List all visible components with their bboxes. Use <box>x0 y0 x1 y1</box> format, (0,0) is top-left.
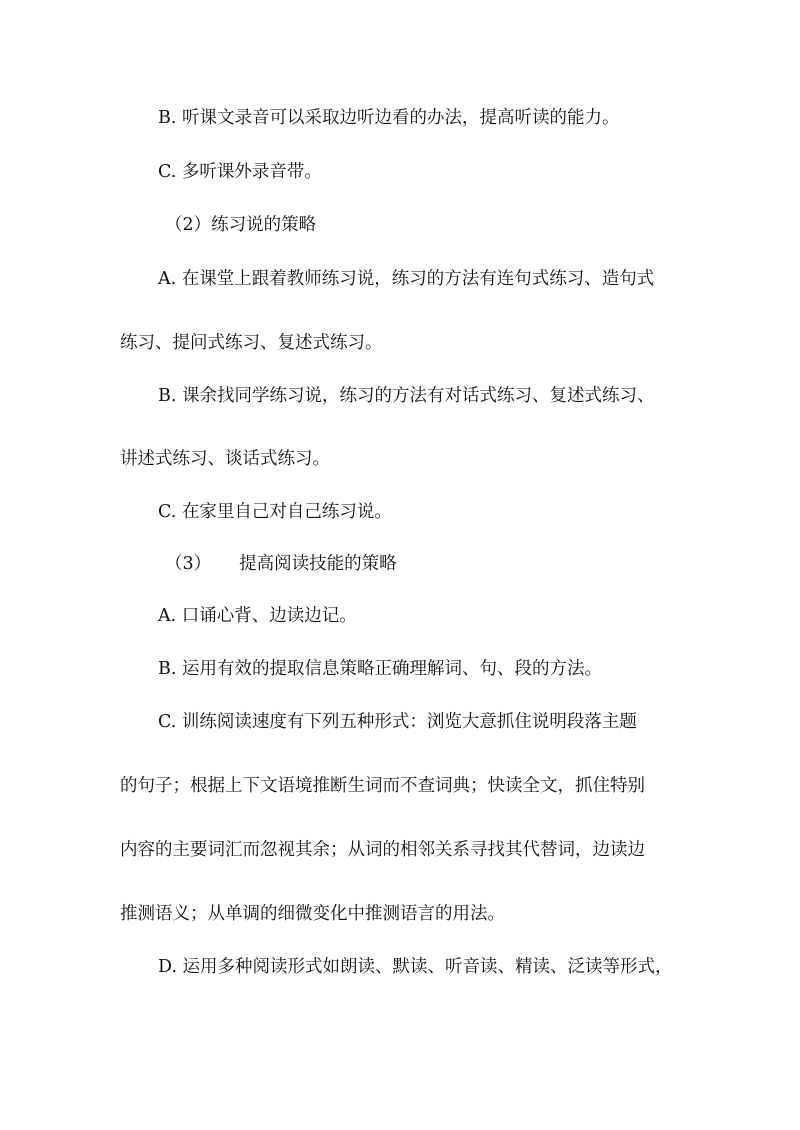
paragraph-line: D. 运用多种阅读形式如朗读、默读、听音读、精读、泛读等形式， <box>158 957 673 977</box>
paragraph-line: B. 课余找同学练习说，练习的方法有对话式练习、复述式练习、 <box>158 386 655 406</box>
paragraph-line: 练习、提问式练习、复述式练习。 <box>120 333 383 353</box>
paragraph-line: 的句子；根据上下文语境推断生词而不查词典；快读全文，抓住特别 <box>120 776 645 796</box>
paragraph-line: C. 多听课外录音带。 <box>158 162 322 182</box>
section-heading: （2）练习说的策略 <box>165 215 317 235</box>
section-title: 提高阅读技能的策略 <box>239 554 397 574</box>
paragraph-line: B. 运用有效的提取信息策略正确理解词、句、段的方法。 <box>158 659 602 679</box>
paragraph-line: 内容的主要词汇而忽视其余；从词的相邻关系寻找其代替词，边读边 <box>120 840 645 860</box>
paragraph-line: C. 在家里自己对自己练习说。 <box>158 502 392 522</box>
paragraph-line: 推测语义；从单调的细微变化中推测语言的用法。 <box>120 904 505 924</box>
paragraph-line: A. 在课堂上跟着教师练习说，练习的方法有连句式练习、造句式 <box>158 269 655 289</box>
paragraph-line: B. 听课文录音可以采取边听边看的办法，提高听读的能力。 <box>158 108 620 128</box>
paragraph-line: C. 训练阅读速度有下列五种形式：浏览大意抓住说明段落主题 <box>158 712 637 732</box>
paragraph-line: A. 口诵心背、边读边记。 <box>158 606 357 626</box>
paragraph-line: 讲述式练习、谈话式练习。 <box>120 449 330 469</box>
section-heading <box>165 552 397 576</box>
section-number: （3） <box>165 554 212 574</box>
